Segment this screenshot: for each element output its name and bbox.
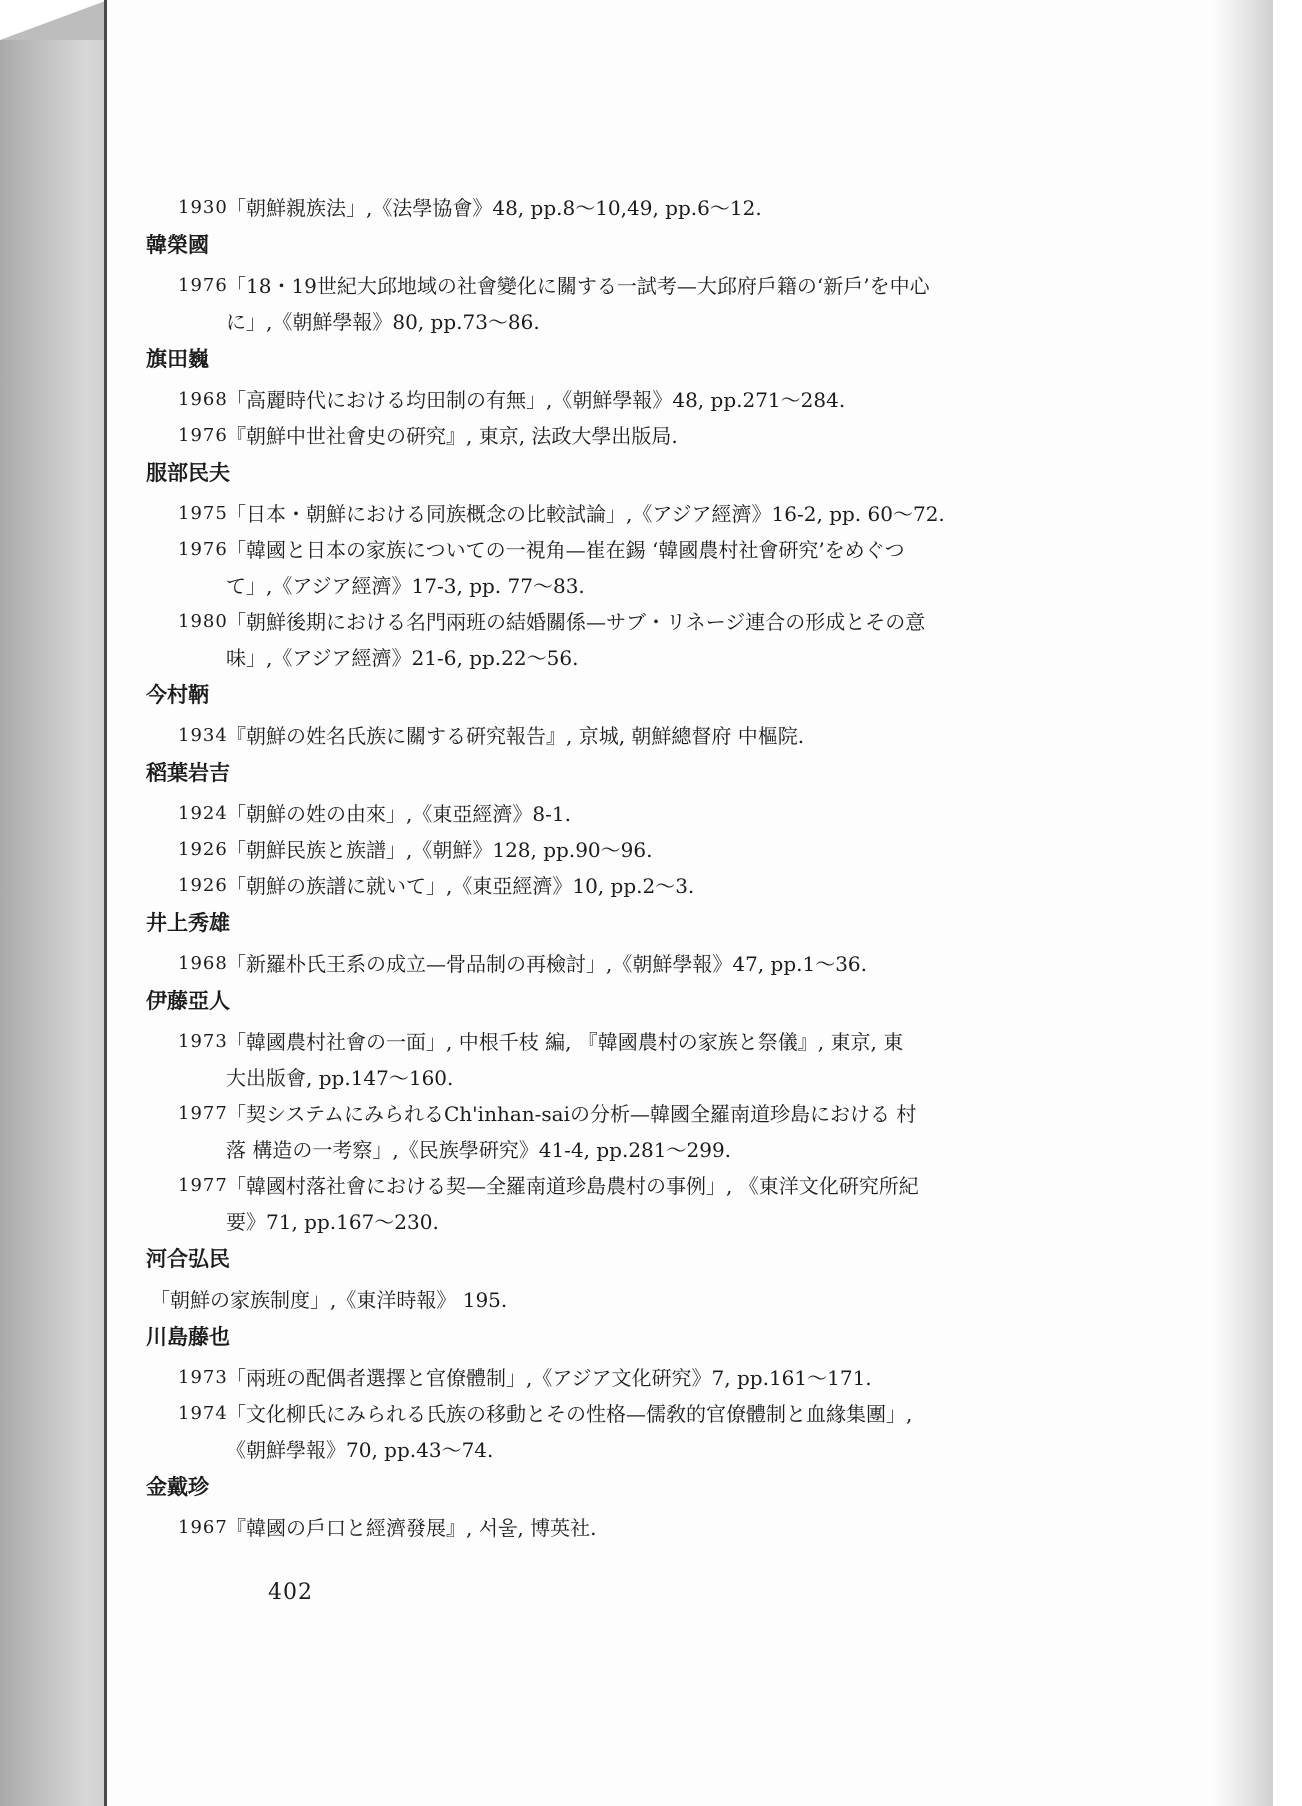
entry-text-line: 「契システムにみられるCh'inhan-saiの分析—韓國全羅南道珍島における 村 <box>226 1102 917 1126</box>
author-name: 稻葉岩吉 <box>146 761 230 785</box>
entry-text-line: 「新羅朴氏王系の成立—骨品制の再檢討」,《朝鮮學報》47, pp.1～36. <box>226 952 868 976</box>
bibliography-entry <box>146 946 1166 982</box>
entry-text-line: 「韓國村落社會における契—全羅南道珍島農村の事例」, 《東洋文化硏究所紀 <box>226 1174 919 1198</box>
entry-text-line: 『朝鮮中世社會史の硏究』, 東京, 法政大學出版局. <box>226 424 678 448</box>
entry-text <box>226 1360 1161 1396</box>
entry-text-line: 『韓國の戶口と經濟發展』, 서울, 博英社. <box>226 1516 597 1540</box>
entry-text <box>226 832 1161 868</box>
entry-text-line: 「朝鮮親族法」,《法學協會》48, pp.8～10,49, pp.6～12. <box>226 196 762 220</box>
entry-text-line: 「日本・朝鮮における同族概念の比較試論」,《アジア經濟》16-2, pp. 60～72. <box>226 502 945 526</box>
bibliography-entry <box>146 604 1166 676</box>
bibliography-entry <box>146 1510 1166 1546</box>
bibliography-entry <box>146 1096 1166 1168</box>
entry-text-line: 「18・19世紀大邱地域の社會變化に關する一試考—大邱府戶籍の‘新戶’を中心 <box>226 274 930 298</box>
entry-text <box>226 382 1161 418</box>
entry-text <box>226 496 1161 532</box>
page-edge-shadow <box>1213 0 1273 1806</box>
entry-text <box>226 946 1161 982</box>
entry-text-line: 「朝鮮の族譜に就いて」,《東亞經濟》10, pp.2～3. <box>226 874 695 898</box>
entry-text <box>226 868 1161 904</box>
entry-year: 1930 <box>178 197 228 218</box>
bibliography-entry <box>146 1024 1166 1096</box>
entry-year: 1974 <box>178 1403 228 1424</box>
entry-text-line: 「文化柳氏にみられる氏族の移動とその性格—儒敎的官僚體制と血緣集團」, <box>226 1402 913 1426</box>
bibliography-entry <box>146 532 1166 604</box>
entry-year: 1968 <box>178 389 228 410</box>
entry-year: 1934 <box>178 725 228 746</box>
entry-year: 1973 <box>178 1031 228 1052</box>
author-name: 河合弘民 <box>146 1247 230 1271</box>
entry-text <box>226 418 1161 454</box>
entry-text-line: 「韓國農村社會の一面」, 中根千枝 編, 『韓國農村の家族と祭儀』, 東京, 東 <box>226 1030 904 1054</box>
entry-text <box>226 604 1161 676</box>
entry-text <box>226 190 1161 226</box>
entry-text-line: 「高麗時代における均田制の有無」,《朝鮮學報》48, pp.271～284. <box>226 388 846 412</box>
entry-text <box>226 1396 1161 1468</box>
page-number: 402 <box>268 1580 313 1605</box>
book-spine <box>0 40 108 1806</box>
entry-year: 1926 <box>178 839 228 860</box>
entry-text <box>226 1024 1161 1096</box>
entry-text-line: 「韓國と日本の家族についての一視角—崔在錫 ‘韓國農村社會硏究’をめぐつ <box>226 538 905 562</box>
entry-text-line: 《朝鮮學報》70, pp.43～74. <box>226 1438 494 1462</box>
entry-text <box>226 1168 1161 1240</box>
bibliography-entry <box>146 868 1166 904</box>
entry-text-line: 「兩班の配偶者選擇と官僚體制」,《アジア文化硏究》7, pp.161～171. <box>226 1366 872 1390</box>
author-name: 川島藤也 <box>146 1325 230 1349</box>
book-spine-top <box>0 0 108 40</box>
bibliography-list <box>146 190 1166 1552</box>
author-name: 今村鞆 <box>146 683 209 707</box>
author-name: 金戴珍 <box>146 1475 209 1499</box>
entry-text <box>226 796 1161 832</box>
entry-text <box>226 1510 1161 1546</box>
entry-year: 1975 <box>178 503 228 524</box>
author-name: 井上秀雄 <box>146 911 230 935</box>
entry-text-line: 味」,《アジア經濟》21-6, pp.22～56. <box>226 646 579 670</box>
entry-year: 1980 <box>178 611 228 632</box>
bibliography-entry <box>146 1168 1166 1240</box>
bibliography-entry: 「朝鮮の家族制度」,《東洋時報》 195. <box>150 1288 508 1312</box>
entry-text-line: 『朝鮮の姓名氏族に關する硏究報告』, 京城, 朝鮮總督府 中樞院. <box>226 724 805 748</box>
author-name: 服部民夫 <box>146 461 230 485</box>
bibliography-entry <box>146 382 1166 418</box>
bibliography-entry <box>146 796 1166 832</box>
entry-text-line: て」,《アジア經濟》17-3, pp. 77～83. <box>226 574 585 598</box>
entry-text-line: 「朝鮮後期における名門兩班の結婚關係—サブ・リネージ連合の形成とその意 <box>226 610 926 634</box>
entry-text <box>226 718 1161 754</box>
entry-text-line: 「朝鮮民族と族譜」,《朝鮮》128, pp.90～96. <box>226 838 653 862</box>
block-spacer <box>146 1546 1166 1552</box>
entry-text-line: 「朝鮮の姓の由來」,《東亞經濟》8-1. <box>226 802 571 826</box>
entry-year: 1924 <box>178 803 228 824</box>
bibliography-entry <box>146 718 1166 754</box>
bibliography-entry <box>146 190 1166 226</box>
entry-year: 1977 <box>178 1175 228 1196</box>
entry-text-line: 要》71, pp.167～230. <box>226 1210 439 1234</box>
entry-year: 1977 <box>178 1103 228 1124</box>
entry-year: 1973 <box>178 1367 228 1388</box>
entry-text <box>226 268 1161 340</box>
entry-text <box>226 1096 1161 1168</box>
entry-text-line: 落 構造の一考察」,《民族學硏究》41-4, pp.281～299. <box>226 1138 732 1162</box>
entry-text <box>226 532 1161 604</box>
bibliography-entry <box>146 268 1166 340</box>
bibliography-entry <box>146 1396 1166 1468</box>
bibliography-entry <box>146 1360 1166 1396</box>
entry-text-line: に」,《朝鮮學報》80, pp.73～86. <box>226 310 540 334</box>
entry-year: 1967 <box>178 1517 228 1538</box>
author-name: 伊藤亞人 <box>146 989 230 1013</box>
entry-year: 1976 <box>178 425 228 446</box>
bibliography-entry <box>146 496 1166 532</box>
author-name: 韓榮國 <box>146 233 209 257</box>
entry-year: 1926 <box>178 875 228 896</box>
entry-year: 1968 <box>178 953 228 974</box>
author-name: 旗田巍 <box>146 347 209 371</box>
bibliography-entry <box>146 832 1166 868</box>
entry-text-line: 大出版會, pp.147～160. <box>226 1066 454 1090</box>
entry-year: 1976 <box>178 539 228 560</box>
entry-year: 1976 <box>178 275 228 296</box>
bibliography-entry <box>146 418 1166 454</box>
